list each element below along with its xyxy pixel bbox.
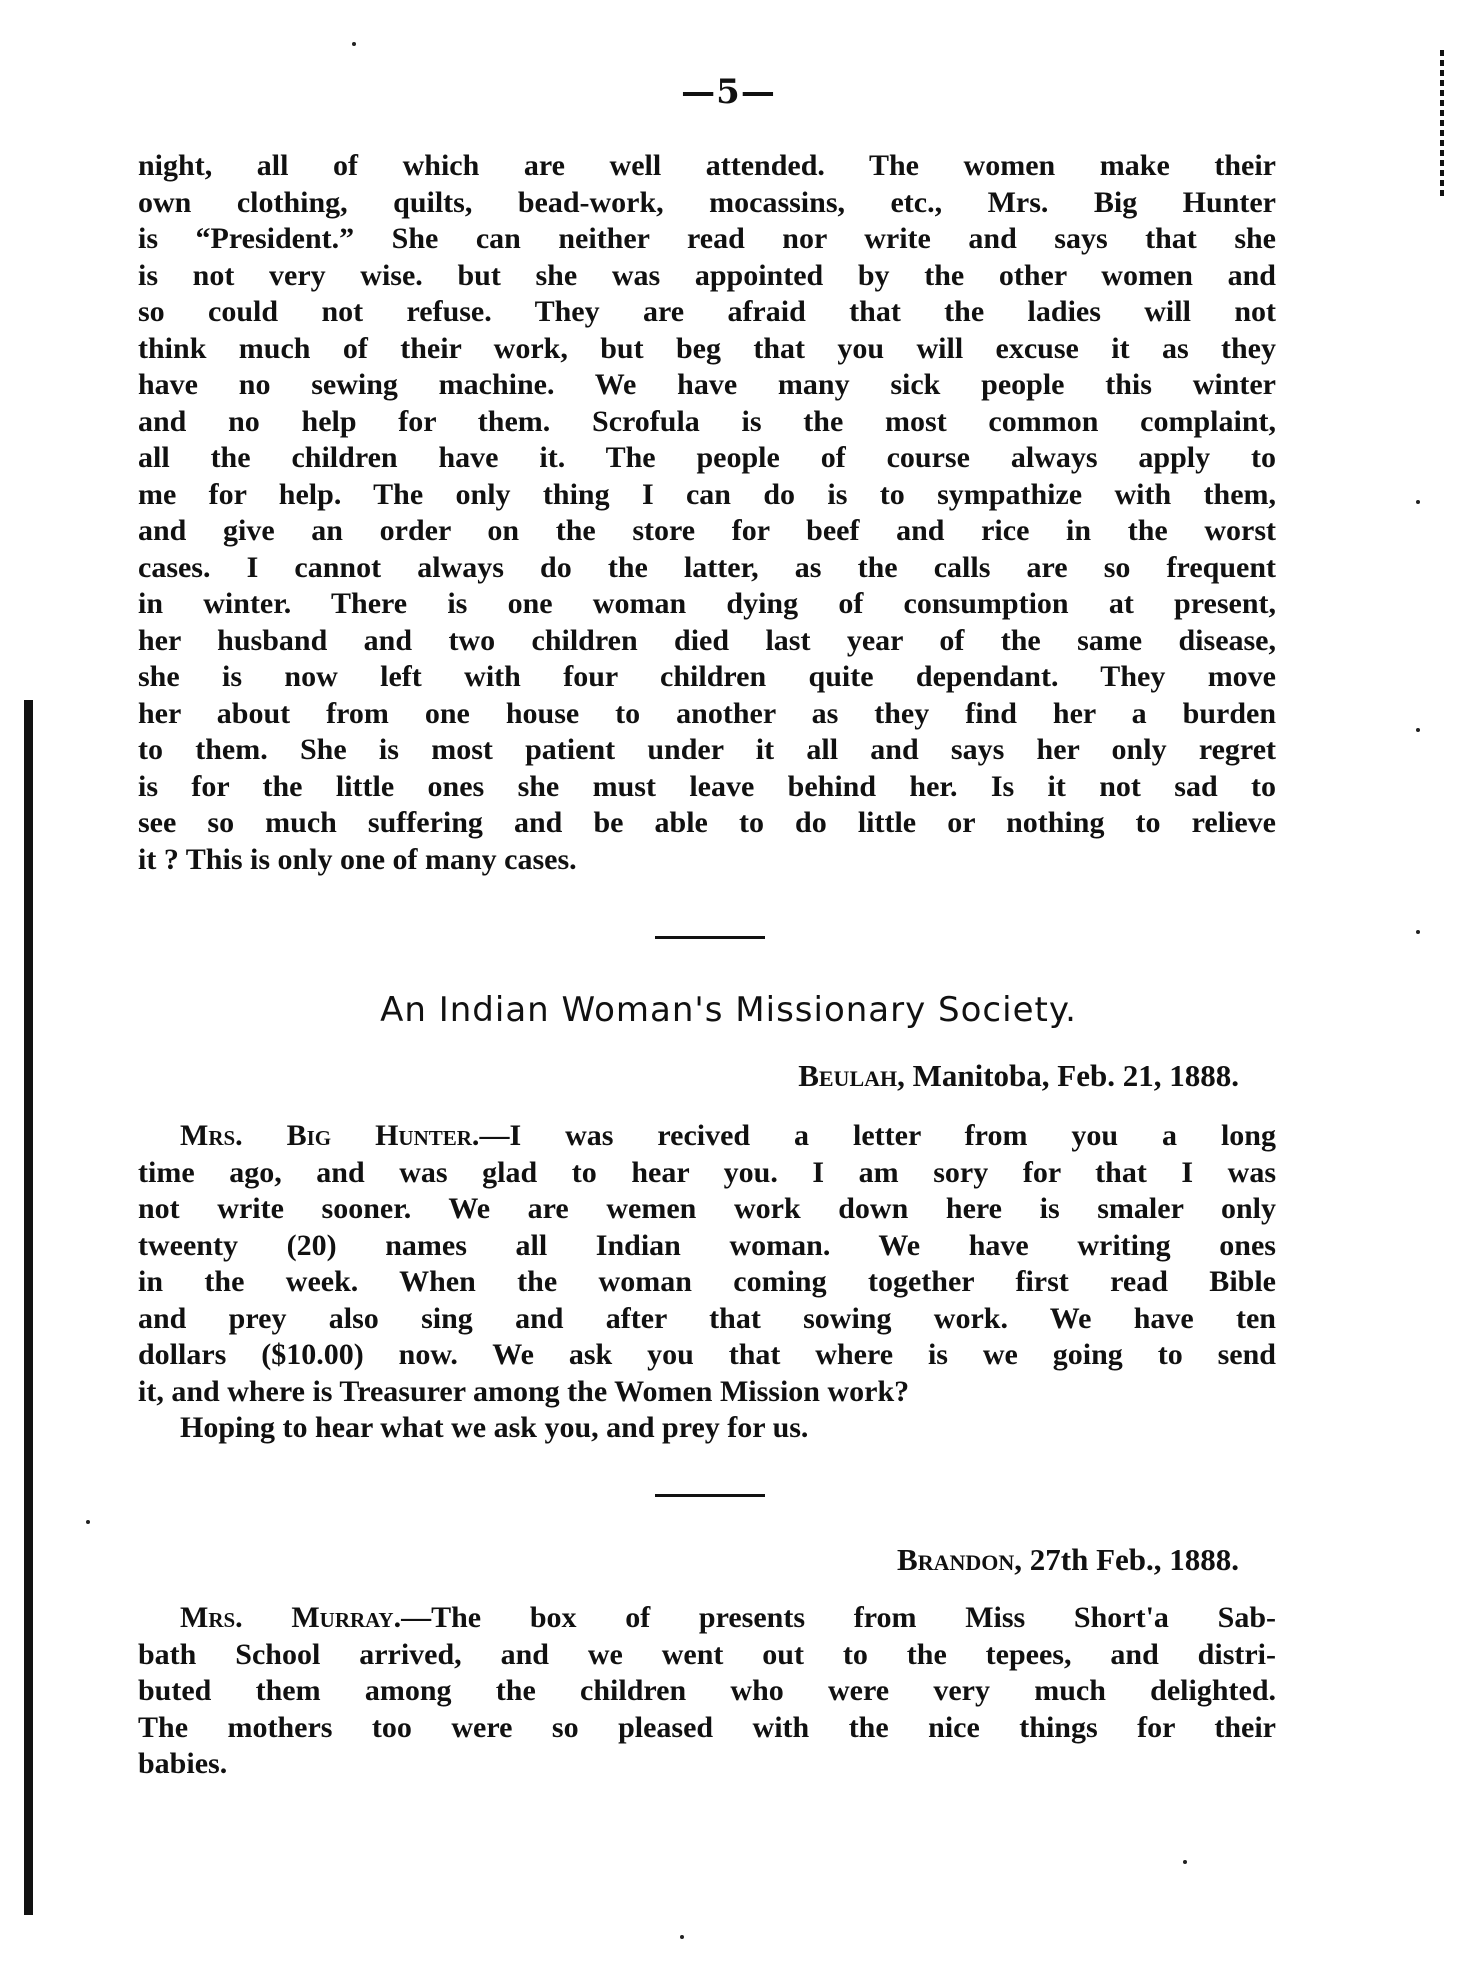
scan-speck (1183, 1860, 1187, 1864)
text-line: all the children have it. The people of course always apply to (138, 441, 1276, 474)
text-line: time ago, and was glad to hear you. I am sory for that I was (138, 1155, 1276, 1189)
closing-line: Hoping to hear what we ask you, and prey for us. (180, 1411, 809, 1444)
dateline-date: , 27th Feb., 1888. (1014, 1542, 1239, 1577)
text-line: bath School arrived, and we went out to the tepees, and distri- (138, 1637, 1276, 1671)
text-line: Mrs. Big Hunter.—I was recived a letter from you a long (180, 1119, 1276, 1152)
text-line: The mothers too were so pleased with the nice things for their (138, 1710, 1276, 1744)
text-line: tweenty (20) names all Indian woman. We have writing ones (138, 1228, 1276, 1262)
text-line: it ? This is only one of many cases. (138, 842, 577, 876)
dateline-brandon (897, 1542, 1239, 1578)
scan-speck (680, 1935, 684, 1939)
text-line: me for help. The only thing I can do is to sympathize with them, (138, 477, 1276, 511)
text-line: and no help for them. Scrofula is the most common complaint, (138, 404, 1276, 438)
paragraph-1 (138, 148, 1276, 878)
text-line: is “President.” She can neither read nor write and says that she (138, 222, 1276, 255)
scan-speck (352, 42, 356, 46)
page-number: —5— (681, 72, 776, 112)
text-line: own clothing, quilts, bead-work, mocassins, etc., Mrs. Big Hunter (138, 185, 1276, 219)
salutation: Mrs. Big Hunter. (180, 1119, 480, 1152)
letter-murray (138, 1600, 1276, 1783)
text-line: night, all of which are well attended. The women make their (138, 149, 1276, 182)
text-line: have no sewing machine. We have many sick people this winter (138, 368, 1276, 401)
text-line: dollars ($10.00) now. We ask you that where is we going to send (138, 1338, 1276, 1371)
text-line: see so much suffering and be able to do little or nothing to relieve (138, 806, 1276, 839)
scan-speck (86, 1520, 90, 1524)
text-line: think much of their work, but beg that you will excuse it as they (138, 331, 1276, 365)
text-line: she is now left with four children quite dependant. They move (138, 660, 1276, 693)
text-line: is for the little ones she must leave behind her. Is it not sad to (138, 769, 1276, 803)
scan-speck (1416, 500, 1420, 504)
dateline-place: Brandon (897, 1542, 1015, 1577)
letter-big-hunter (138, 1118, 1276, 1447)
text-line: and prey also sing and after that sowing work. We have ten (138, 1301, 1276, 1335)
section-divider (655, 936, 765, 939)
scan-speck (1416, 728, 1420, 732)
scan-margin-rule (24, 700, 33, 1915)
text-line: to them. She is most patient under it all and says her only regret (138, 733, 1276, 766)
scan-speck (1416, 930, 1420, 934)
dateline-place: Beulah (798, 1058, 898, 1093)
section-title: An Indian Woman's Missionary Society. (380, 990, 1077, 1030)
text-line: buted them among the children who were very much delighted. (138, 1674, 1276, 1707)
dateline-date: , Manitoba, Feb. 21, 1888. (897, 1058, 1239, 1093)
text-line: and give an order on the store for beef and rice in the worst (138, 514, 1276, 547)
text-line: so could not refuse. They are afraid that the ladies will not (138, 295, 1276, 328)
text-line: in the week. When the woman coming together first read Bible (138, 1265, 1276, 1298)
section-divider (655, 1494, 765, 1497)
text-line: not write sooner. We are wemen work down here is smaler only (138, 1192, 1276, 1225)
text-line: her about from one house to another as they find her a burden (138, 696, 1276, 730)
text-line: cases. I cannot always do the latter, as the calls are so frequent (138, 550, 1276, 584)
text-line: is not very wise. but she was appointed by the other women and (138, 258, 1276, 292)
text-line: Mrs. Murray.—The box of presents from Miss Short'a Sab- (180, 1601, 1276, 1634)
text-line: in winter. There is one woman dying of consumption at present, (138, 587, 1276, 620)
text-line: babies. (138, 1747, 228, 1780)
dateline-beulah (798, 1058, 1239, 1094)
text-line: it, and where is Treasurer among the Women Mission work? (138, 1374, 910, 1408)
text-line: her husband and two children died last year of the same disease, (138, 623, 1276, 657)
salutation: Mrs. Murray. (180, 1601, 402, 1634)
